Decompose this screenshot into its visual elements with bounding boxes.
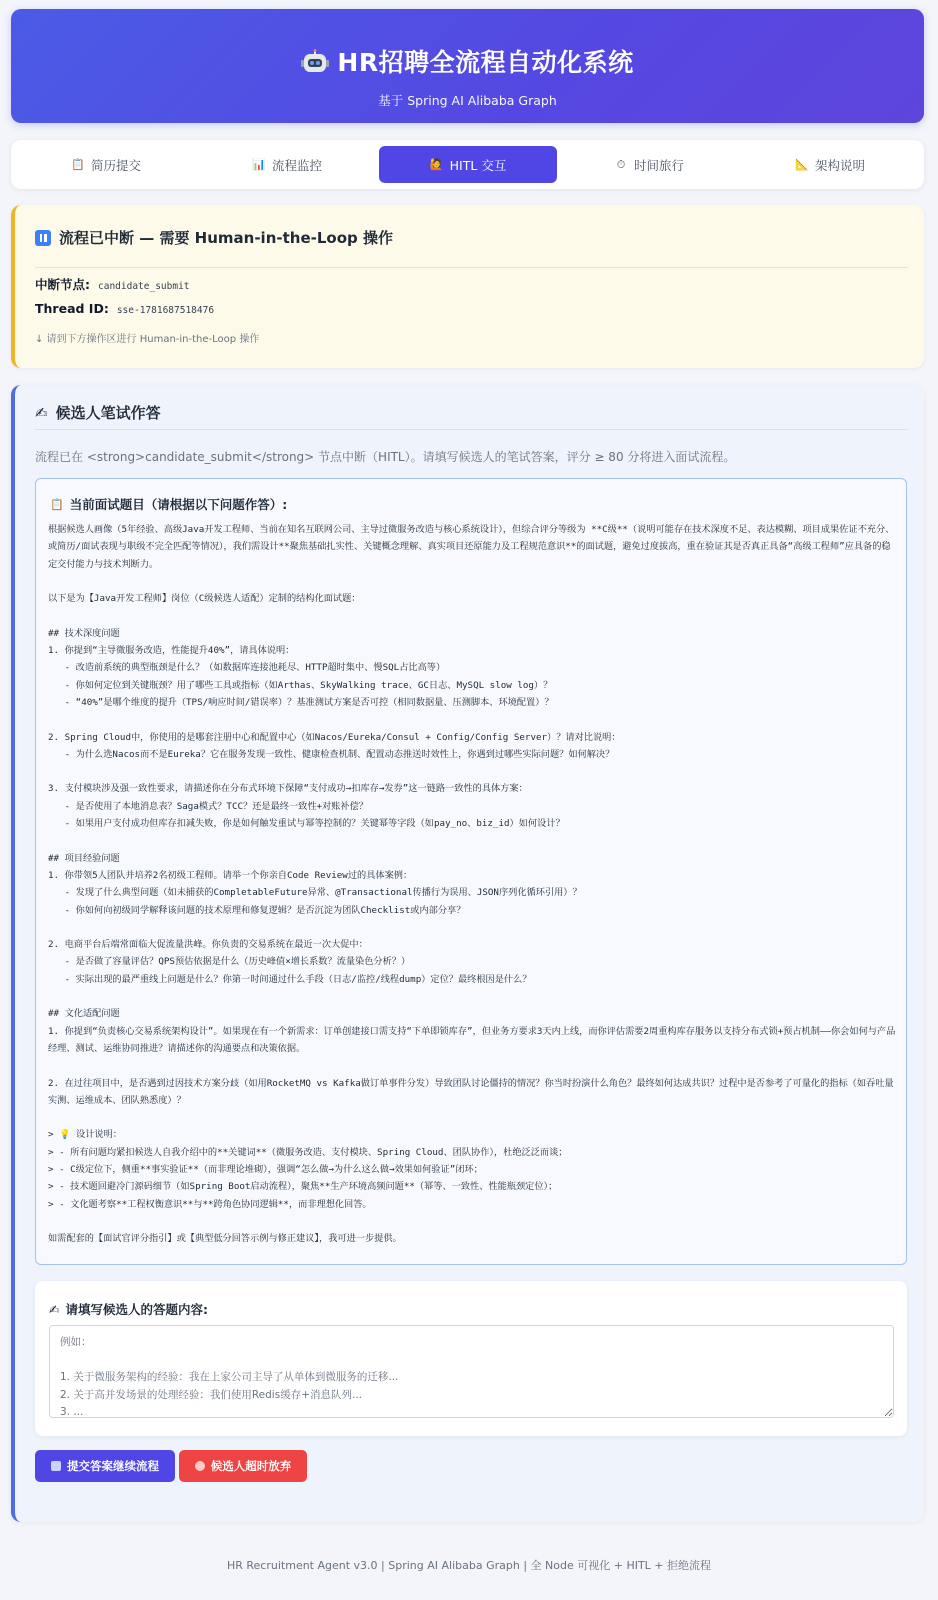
app-title: HR招聘全流程自动化系统	[337, 48, 634, 77]
interrupt-node-value: candidate_submit	[98, 281, 190, 292]
questions-title-row	[50, 495, 287, 513]
bar-chart-icon: 📊	[252, 158, 266, 171]
interrupt-title-row	[35, 227, 393, 248]
page-footer: HR Recruitment Agent v3.0 | Spring AI Alibaba Graph | 全 Node 可视化 + HITL + 拒绝流程	[226, 1559, 712, 1572]
candidate-abandon-label: 候选人超时放弃	[210, 1459, 292, 1473]
writing-hand-icon: ✍	[35, 403, 48, 422]
robot-icon	[301, 49, 329, 75]
exam-title-row	[35, 402, 161, 423]
interrupt-node-label: 中断节点:	[35, 277, 90, 292]
tab-label: 时间旅行	[633, 157, 684, 173]
main-tabs	[11, 140, 924, 189]
thread-id	[35, 301, 214, 316]
tab-time-travel[interactable]	[560, 146, 738, 183]
interrupt-title: 流程已中断 — 需要 Human-in-the-Loop 操作	[59, 229, 393, 247]
exam-title: 候选人笔试作答	[55, 404, 161, 422]
questions-title: 当前面试题目（请根据以下问题作答）:	[69, 497, 288, 512]
tab-label: 流程监控	[271, 157, 322, 173]
tab-hitl[interactable]	[379, 146, 557, 183]
thread-id-value: sse-1781687518476	[116, 305, 215, 316]
tab-label: HITL 交互	[449, 157, 507, 173]
tab-resume-submit[interactable]	[17, 146, 195, 183]
tab-label: 简历提交	[90, 157, 141, 173]
writing-hand-icon: ✍	[49, 1301, 60, 1317]
interrupt-alert	[11, 205, 924, 368]
answer-label-row	[49, 1300, 208, 1318]
submit-answer-label: 提交答案继续流程	[67, 1459, 159, 1473]
pause-icon	[35, 230, 51, 246]
interrupt-node	[35, 275, 190, 293]
questions-box	[35, 478, 907, 1265]
clipboard-icon: 📋	[71, 158, 85, 171]
divider	[35, 429, 908, 430]
divider	[35, 267, 908, 268]
stopwatch-icon: ⏱	[616, 157, 626, 171]
tab-architecture[interactable]	[741, 146, 919, 183]
tab-label: 架构说明	[814, 157, 865, 173]
app-subtitle: 基于 Spring AI Alibaba Graph	[378, 93, 557, 108]
questions-text: 根据候选人画像（5年经验、高级Java开发工程师、当前在知名互联网公司、主导过微服务改造与核心系统设计），但综合评分等级为 **C级**（说明可能存在技术深度不足、表达模糊、项目成果佐证不充分、或简历/面试表现与职级不完全匹配等情况），我们需设计**聚焦基础扎实性、关键概念理解、真实项目还原能力及工程规范意识**的面试题，避免过度拔高，重在验证其是否真正具备“高级工程师”应具备的稳定交付能力与技术判断力。 以下是为【Java开发工程师】岗位（C级候选人适配）定制的结构化面试题： ## 技术深度问题 1. 你提到“主导微服务改造，性能提升40%”，请具体说明： - 改造前系统的典型瓶颈是什么？（如数据库连接池耗尽、HTTP超时集中、慢SQL占比高等） - 你如何定位到关键瓶颈？用了哪些工具或指标（如Arthas、SkyWalking trace、GC日志、MySQL slow log）？ - “40%”是哪个维度的提升（TPS/响应时间/错误率）？基准测试方案是否可控（相同数据量、压测脚本、环境配置）？ 2. Spring Cloud中，你使用的是哪套注册中心和配置中心（如Nacos/Eureka/Consul + Config/Config Server）？请对比说明： - 为什么选Nacos而不是Eureka？它在服务发现一致性、健康检查机制、配置动态推送时效性上，你遇到过哪些实际问题？如何解决？ 3. 支付模块涉及强一致性要求，请描述你在分布式环境下保障“支付成功→扣库存→发券”这一链路一致性的具体方案： - 是否使用了本地消息表？Saga模式？TCC？还是最终一致性+对账补偿？ - 如果用户支付成功但库存扣减失败，你是如何触发重试与幂等控制的？关键幂等字段（如pay_no、biz_id）如何设计？ ## 项目经验问题 1. 你带领5人团队并培养2名初级工程师。请举一个你亲自Code Review过的具体案例： - 发现了什么典型问题（如未捕获的CompletableFuture异常、@Transactional传播行为误用、JSON序列化循环引用）？ - 你如何向初级同学解释该问题的技术原理和修复逻辑？是否沉淀为团队Checklist或内部分享？ 2. 电商平台后端常面临大促流量洪峰。你负责的交易系统在最近一次大促中： - 是否做了容量评估？QPS预估依据是什么（历史峰值×增长系数？流量染色分析？） - 实际出现的最严重线上问题是什么？你第一时间通过什么手段（日志/监控/线程dump）定位？最终根因是什么？ ## 文化适配问题 1. 你提到“负责核心交易系统架构设计”。如果现在有一个新需求：订单创建接口需支持“下单即锁库存”，但业务方要求3天内上线，而你评估需要2周重构库存服务以支持分布式锁+预占机制——你会如何与产品经理、测试、运维协同推进？请描述你的沟通要点和决策依据。 2. 在过往项目中，是否遇到过因技术方案分歧（如用RocketMQ vs Kafka做订单事件分发）导致团队讨论僵持的情况？你当时扮演什么角色？最终如何达成共识？过程中是否参考了可量化的指标（如吞吐量实测、运维成本、团队熟悉度）？ > 💡 设计说明： > - 所有问题均紧扣候选人自我介绍中的**关键词**（微服务改造、支付模块、Spring Cloud、团队协作），杜绝泛泛而谈； > - C级定位下，侧重**事实验证**（而非理论堆砌），强调“怎么做→为什么这么做→效果如何验证”闭环； > - 技术题回避冷门源码细节（如Spring Boot启动流程），聚焦**生产环境高频问题**（幂等、一致性、性能瓶颈定位）； > - 文化题考察**工程权衡意识**与**跨角色协同逻辑**，而非理想化回答。 如需配套的【面试官评分指引】或【典型低分回答示例与修正建议】，我可进一步提供。	[48, 524, 896, 1245]
submit-answer-button[interactable]	[35, 1450, 175, 1482]
blueprint-icon: 📐	[795, 158, 809, 171]
exam-card	[11, 385, 924, 1522]
interrupt-hint: ↓ 请到下方操作区进行 Human-in-the-Loop 操作	[35, 334, 260, 345]
answer-label: 请填写候选人的答题内容:	[65, 1302, 208, 1317]
alarm-clock-icon	[195, 1461, 205, 1471]
candidate-abandon-button[interactable]	[179, 1450, 307, 1482]
clipboard-icon: 📋	[50, 497, 64, 511]
app-title-row	[11, 43, 924, 79]
app-header	[11, 9, 924, 123]
inbox-icon	[51, 1461, 61, 1471]
tab-process-monitor[interactable]	[198, 146, 376, 183]
answer-section	[35, 1281, 907, 1436]
answer-textarea[interactable]	[49, 1325, 894, 1418]
thread-id-label: Thread ID:	[35, 301, 109, 316]
exam-intro: 流程已在 <strong>candidate_submit</strong> 节点中断（HITL）。请填写候选人的笔试答案，评分 ≥ 80 分将进入面试流程。	[35, 450, 736, 464]
person-icon: 🙋	[429, 158, 444, 171]
